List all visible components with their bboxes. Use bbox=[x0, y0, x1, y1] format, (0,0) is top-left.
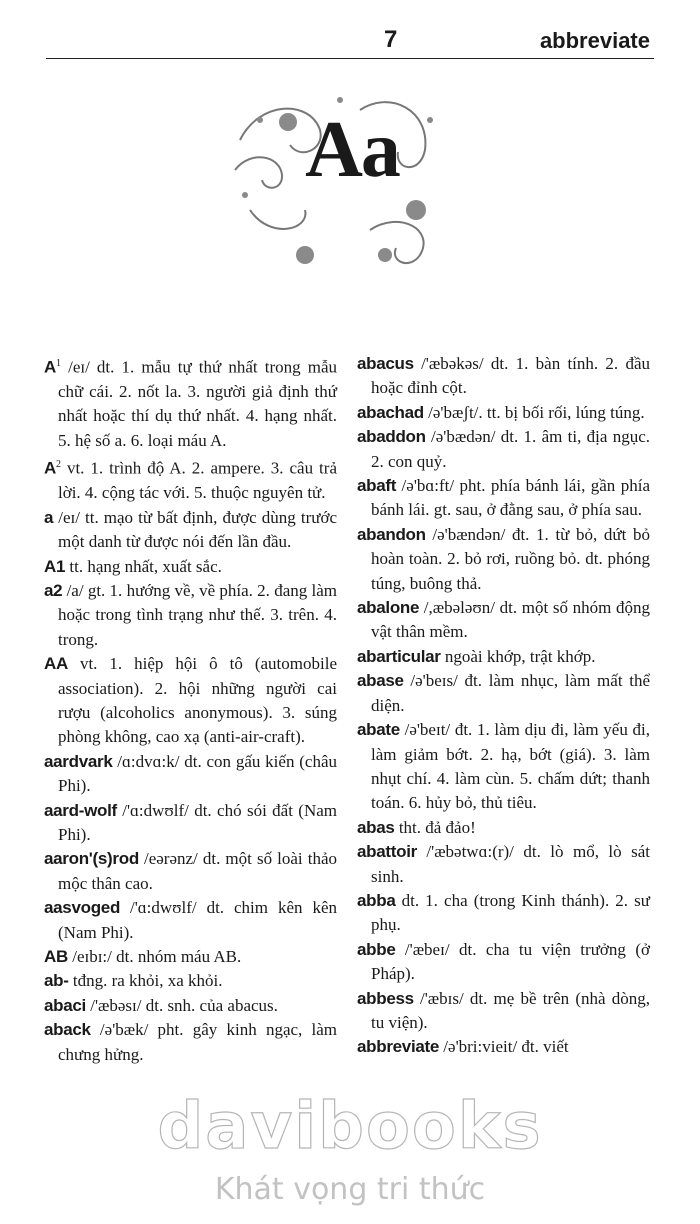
entry-headword: abba bbox=[357, 890, 396, 910]
entry-headword: abalone bbox=[357, 598, 420, 618]
entry-headword: A bbox=[44, 458, 56, 478]
entry-headword: abate bbox=[357, 720, 400, 740]
entry-definition: ngoài khớp, trật khớp. bbox=[440, 646, 596, 666]
dictionary-entry bbox=[44, 799, 337, 848]
section-letter-heading: Aa bbox=[305, 106, 399, 194]
dictionary-entry bbox=[44, 847, 337, 896]
dictionary-entry bbox=[357, 816, 650, 840]
entry-definition: /'æbətwɑ:(r)/ dt. lò mổ, lò sát sinh. bbox=[371, 842, 650, 886]
entry-definition: /'ɑ:dwʊlf/ dt. chó sói đất (Nam Phi). bbox=[58, 800, 337, 845]
entry-headword: ab- bbox=[44, 971, 69, 991]
dictionary-entry bbox=[44, 1018, 337, 1067]
dictionary-entry bbox=[357, 987, 650, 1036]
entry-headword: a bbox=[44, 507, 54, 527]
entry-definition: tht. đả đảo! bbox=[394, 817, 476, 837]
dictionary-column-left bbox=[44, 352, 337, 1067]
entry-headword: A bbox=[44, 357, 56, 377]
entry-headword: abas bbox=[357, 817, 395, 837]
dictionary-entry bbox=[357, 523, 650, 596]
dictionary-entry bbox=[357, 425, 650, 474]
entry-headword: abaci bbox=[44, 995, 86, 1015]
entry-headword: aback bbox=[44, 1020, 91, 1040]
page-header bbox=[46, 22, 654, 59]
dictionary-entry bbox=[44, 750, 337, 799]
entry-definition: /eɪ/ dt. 1. mẫu tự thứ nhất trong mẫu chữ cái. 2. nốt la. 3. người giả định thứ nhất hoặc thí dụ thứ nhất. 4. hạng nhất. 5. hệ số a. 6. loại máu A. bbox=[58, 357, 337, 450]
entry-definition: /,æbələʊn/ dt. một số nhóm động vật thân mềm. bbox=[371, 598, 650, 642]
dictionary-entry bbox=[44, 945, 337, 969]
entry-definition: /ə'bændən/ đt. 1. từ bỏ, dứt bỏ hoàn toàn. 2. bỏ rơi, ruồng bỏ. dt. phóng túng, buông thả. bbox=[371, 524, 650, 593]
entry-definition: /ə'bæʃt/. tt. bị bối rối, lúng túng. bbox=[423, 402, 645, 422]
entry-headword: aasvoged bbox=[44, 898, 121, 918]
entry-headword: aard-wolf bbox=[44, 800, 117, 820]
entry-definition: /eɪbɪ:/ dt. nhóm máu AB. bbox=[67, 947, 242, 967]
entry-definition: /eərənz/ dt. một số loài thảo mộc thân cao. bbox=[58, 849, 337, 893]
entry-headword: abase bbox=[357, 671, 404, 691]
dictionary-entry bbox=[357, 645, 650, 669]
dictionary-entry bbox=[44, 352, 337, 453]
entry-definition: /ə'bædən/ dt. 1. âm ti, địa ngục. 2. con quỷ. bbox=[371, 427, 650, 471]
entry-headword: abaddon bbox=[357, 427, 426, 447]
entry-superscript: 2 bbox=[55, 459, 61, 471]
dictionary-entry bbox=[357, 352, 650, 401]
entry-definition: tđng. ra khỏi, xa khỏi. bbox=[68, 971, 223, 991]
entry-superscript: 1 bbox=[55, 358, 61, 369]
entry-headword: AA bbox=[44, 654, 68, 674]
dictionary-entry bbox=[44, 555, 337, 579]
entry-definition: /ə'beɪt/ đt. 1. làm dịu đi, làm yếu đi, làm giảm bớt. 2. hạ, bớt (giá). 3. làm nhụt chí. 4. làm cùn. 5. chấm dứt; thanh toán. 6. hủy bỏ, thủ tiêu. bbox=[371, 720, 650, 813]
entry-headword: aardvark bbox=[44, 751, 113, 771]
entry-headword: abachad bbox=[357, 402, 424, 422]
dictionary-entry bbox=[44, 994, 337, 1018]
entry-definition: /ə'bæk/ pht. gây kinh ngạc, làm chưng hửng. bbox=[58, 1020, 337, 1064]
entry-definition: vt. 1. trình độ A. 2. ampere. 3. câu trả lời. 4. cộng tác với. 5. thuộc nguyên tử. bbox=[58, 458, 337, 503]
dictionary-column-right bbox=[357, 352, 650, 1060]
entry-definition: /'æbeɪ/ dt. cha tu viện trưởng (ở Pháp). bbox=[371, 939, 650, 984]
dictionary-entry bbox=[357, 401, 650, 425]
entry-headword: AB bbox=[44, 947, 68, 967]
dictionary-entry bbox=[44, 453, 337, 505]
entry-definition: vt. 1. hiệp hội ô tô (automobile association). 2. hội những người cai rượu (alcoholics anonymous). 3. súng phòng không, cao xạ (anti-air-craft). bbox=[58, 654, 337, 747]
entry-definition: /ɑ:dvɑ:k/ dt. con gấu kiến (châu Phi). bbox=[58, 751, 337, 796]
entry-headword: abbe bbox=[357, 939, 396, 959]
guide-word: abbreviate bbox=[539, 28, 650, 53]
watermark-tagline: Khát vọng tri thức bbox=[214, 1172, 486, 1207]
dictionary-entry bbox=[357, 474, 650, 523]
entry-headword: abattoir bbox=[357, 842, 417, 862]
dictionary-entry bbox=[44, 652, 337, 750]
entry-definition: dt. 1. cha (trong Kinh thánh). 2. sư phụ. bbox=[371, 890, 650, 935]
entry-headword: A1 bbox=[44, 556, 66, 576]
entry-definition: /a/ gt. 1. hướng về, về phía. 2. đang làm hoặc trong tình trạng như thế. 3. trên. 4. trong. bbox=[58, 580, 337, 649]
entry-headword: a2 bbox=[44, 580, 63, 600]
watermark-brand: davibooks bbox=[157, 1090, 543, 1164]
entry-definition: /'æbəsɪ/ dt. snh. của abacus. bbox=[85, 995, 278, 1015]
dictionary-entry bbox=[357, 596, 650, 645]
entry-definition: /ə'bri:vieit/ đt. viết bbox=[439, 1037, 569, 1057]
entry-headword: abaft bbox=[357, 476, 397, 496]
entry-definition: /eɪ/ tt. mạo từ bất định, được dùng trước một danh từ được nói đến lần đầu. bbox=[53, 507, 337, 552]
entry-headword: abandon bbox=[357, 524, 426, 544]
entry-headword: abbess bbox=[357, 988, 414, 1008]
dictionary-entry bbox=[44, 896, 337, 945]
dictionary-entry bbox=[44, 506, 337, 555]
dictionary-entry bbox=[44, 579, 337, 652]
dictionary-entry bbox=[357, 889, 650, 938]
dictionary-entry bbox=[357, 938, 650, 987]
entry-headword: abbreviate bbox=[357, 1037, 440, 1057]
page-number: 7 bbox=[384, 26, 398, 53]
entry-definition: /ə'bɑ:ft/ pht. phía bánh lái, gần phía bánh lái. gt. sau, ở đằng sau, ở phía sau. bbox=[371, 476, 650, 520]
entry-definition: /'æbəkəs/ dt. 1. bàn tính. 2. đầu hoặc đỉnh cột. bbox=[371, 354, 650, 398]
dictionary-entry bbox=[357, 1035, 650, 1059]
dictionary-entry bbox=[357, 840, 650, 889]
entry-headword: abacus bbox=[357, 354, 414, 373]
entry-headword: abarticular bbox=[357, 646, 441, 666]
entry-definition: /'æbɪs/ dt. mẹ bề trên (nhà dòng, tu viện). bbox=[371, 988, 650, 1032]
entry-definition: /'ɑ:dwʊlf/ dt. chim kên kên (Nam Phi). bbox=[58, 898, 337, 942]
dictionary-entry bbox=[357, 718, 650, 816]
dictionary-entry bbox=[357, 669, 650, 718]
entry-headword: aaron'(s)rod bbox=[44, 849, 139, 869]
entry-definition: /ə'beɪs/ đt. làm nhục, làm mất thể diện. bbox=[371, 671, 650, 715]
dictionary-entry bbox=[44, 969, 337, 993]
entry-definition: tt. hạng nhất, xuất sắc. bbox=[65, 556, 222, 576]
